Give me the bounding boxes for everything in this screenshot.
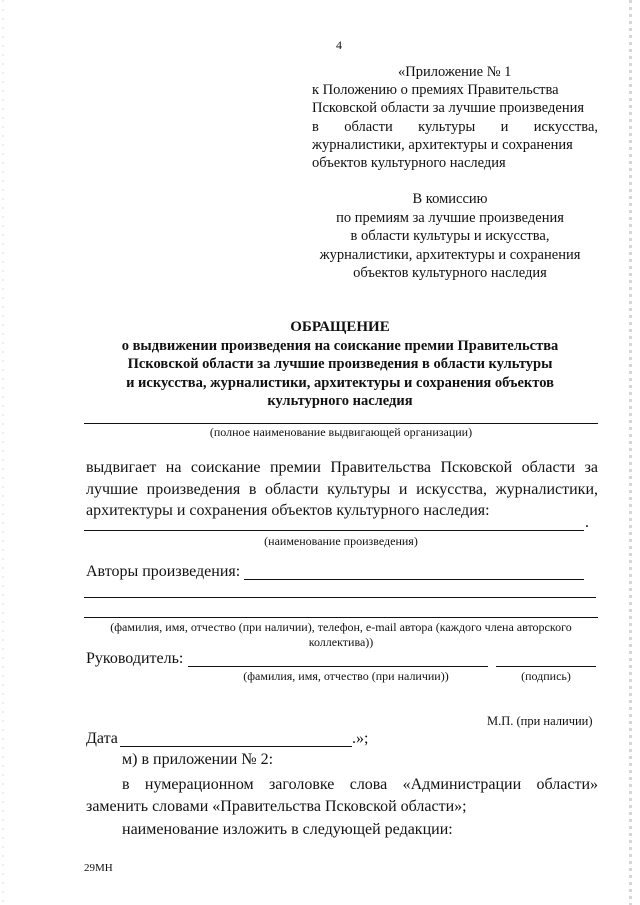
scan-edge-left xyxy=(2,0,4,905)
amendment-item: м) в приложении № 2: xyxy=(122,751,274,768)
work-line-end: . xyxy=(585,514,589,531)
heading-line: Псковской области за лучшие произведения в области культуры xyxy=(127,356,553,373)
leader-caption: (фамилия, имя, отчество (при наличии)) xyxy=(243,669,449,683)
appendix-line: журналистики, архитектуры и сохранения xyxy=(312,136,573,153)
amendment-line: в нумерационном заголовке слова «Администрации области» xyxy=(122,776,598,793)
authors-line-2 xyxy=(84,597,596,598)
stamp-note: М.П. (при наличии) xyxy=(487,714,593,728)
appendix-line: в области культуры и искусства, xyxy=(312,118,598,135)
appendix-line: объектов культурного наследия xyxy=(312,155,506,172)
scan-edge-right xyxy=(629,0,632,905)
nomination-paragraph xyxy=(86,457,598,522)
commission-line: В комиссию xyxy=(412,191,488,207)
date-line xyxy=(120,746,352,747)
nomination-line: лучшие произведения в области культуры и искусства, журналистики, xyxy=(86,480,598,498)
amendment-paragraph xyxy=(86,774,598,841)
authors-caption-line: коллектива)) xyxy=(308,635,374,649)
authors-caption xyxy=(84,620,598,650)
commission-line: объектов культурного наследия xyxy=(353,265,547,282)
commission-block xyxy=(300,190,600,283)
authors-line-1 xyxy=(244,579,584,580)
date-end: .»; xyxy=(352,730,369,747)
heading-title: ОБРАЩЕНИЕ xyxy=(290,319,390,335)
leader-name-line xyxy=(188,666,488,667)
authors-line-3 xyxy=(84,617,598,618)
org-name-line xyxy=(84,423,598,424)
authors-caption-line: (фамилия, имя, отчество (при наличии), телефон, e-mail автора (каждого члена авторского xyxy=(110,620,572,634)
org-caption: (полное наименование выдвигающей организации) xyxy=(209,425,473,439)
signature-caption: (подпись) xyxy=(521,669,571,683)
work-name-line xyxy=(84,530,584,531)
leader-label: Руководитель: xyxy=(86,650,184,667)
amendment-line: заменить словами «Правительства Псковской области»; xyxy=(86,797,467,815)
amendment-line: наименование изложить в следующей редакции: xyxy=(122,821,453,838)
signature-line xyxy=(496,666,596,667)
date-label: Дата xyxy=(86,730,118,747)
commission-line: журналистики, архитектуры и сохранения xyxy=(319,246,581,263)
document-heading xyxy=(80,318,600,411)
appendix-title: «Приложение № 1 xyxy=(398,64,512,80)
footer-code: 29МН xyxy=(84,862,113,874)
nomination-line: архитектуры и сохранения объектов культурного наследия: xyxy=(86,502,490,519)
authors-label: Авторы произведения: xyxy=(86,563,241,580)
page-number: 4 xyxy=(336,38,342,52)
appendix-line: к Положению о премиях Правительства xyxy=(312,82,559,99)
nomination-line: выдвигает на соискание премии Правительства Псковской области за xyxy=(86,459,598,476)
work-caption: (наименование произведения) xyxy=(264,534,418,548)
commission-line: в области культуры и искусства, xyxy=(350,228,550,245)
commission-line: по премиям за лучшие произведения xyxy=(336,209,564,226)
heading-line: культурного наследия xyxy=(267,393,413,410)
heading-line: о выдвижении произведения на соискание премии Правительства xyxy=(121,337,559,354)
appendix-block xyxy=(312,63,598,172)
appendix-line: Псковской области за лучшие произведения xyxy=(312,100,585,117)
heading-line: и искусства, журналистики, архитектуры и сохранения объектов xyxy=(126,374,554,391)
